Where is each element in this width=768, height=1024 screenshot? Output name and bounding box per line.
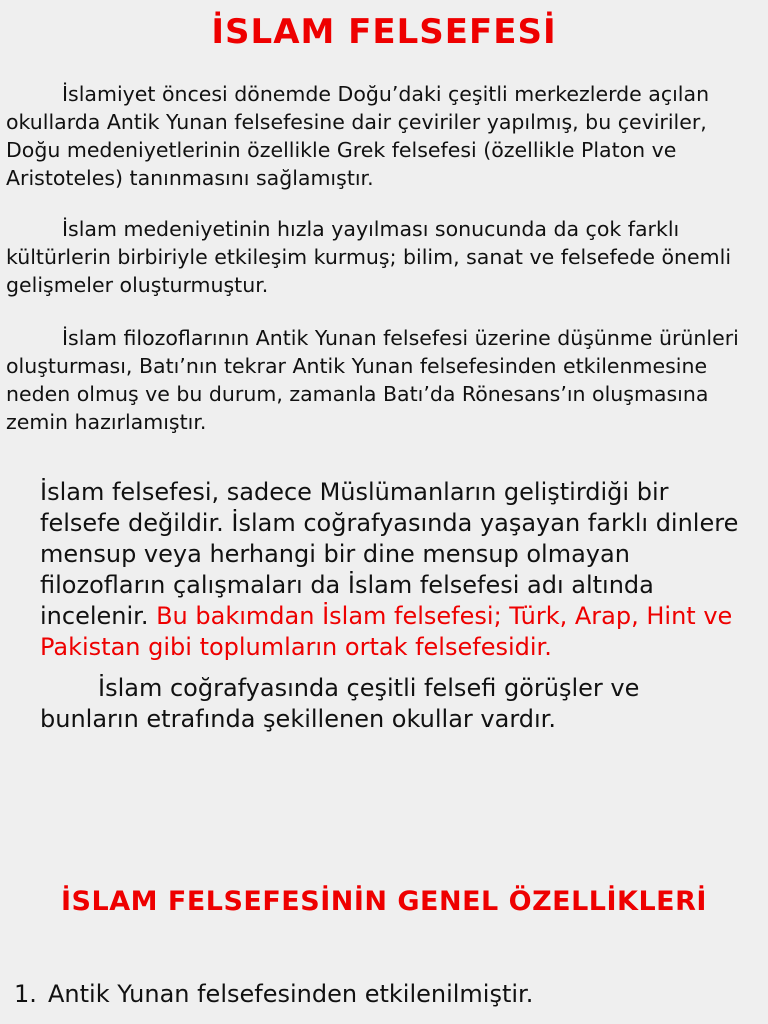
highlight-paragraph-text: İslam felsefesi, sadece Müslümanların geliştirdiği bir felsefe değildir. İslam coğrafyasında yaşayan farklı dinlere mensup veya herhangi bir dine mensup olmayan filozofların çalışmaları da İslam felsefesi adı altında incelenir.: [40, 478, 739, 630]
features-list: [14, 978, 533, 1010]
paragraph-2: [6, 215, 756, 299]
closing-paragraph: [40, 673, 740, 735]
paragraph-2-text: İslam medeniyetinin hızla yayılması sonucunda da çok farklı kültürlerin birbiriyle etkileşim kurmuş; bilim, sanat ve felsefede önemli gelişmeler oluşturmuştur.: [6, 217, 732, 297]
highlight-paragraph: [40, 477, 740, 663]
highlight-paragraph-red-text: Bu bakımdan İslam felsefesi; Türk, Arap, Hint ve Pakistan gibi toplumların ortak felsefesidir.: [40, 602, 733, 661]
list-item-number: 1.: [14, 980, 37, 1008]
list-item-text: Antik Yunan felsefesinden etkilenilmiştir.: [48, 980, 534, 1008]
paragraph-3-text: İslam filozoflarının Antik Yunan felsefesi üzerine düşünme ürünleri oluşturması, Batı’nın tekrar Antik Yunan felsefesinden etkilenmesine neden olmuş ve bu durum, zamanla Batı’da Rönesans’ın oluşmasına zemin hazırlamıştır.: [6, 326, 739, 434]
page-title: İSLAM FELSEFESİ: [211, 12, 557, 52]
list-item: [14, 978, 533, 1010]
paragraph-1-text: İslamiyet öncesi dönemde Doğu’daki çeşitli merkezlerde açılan okullarda Antik Yunan felsefesine dair çeviriler yapılmış, bu çeviriler, Doğu medeniyetlerinin özellikle Grek felsefesi (özellikle Platon ve Aristoteles) tanınmasını sağlamıştır.: [6, 82, 710, 190]
closing-paragraph-text: İslam coğrafyasında çeşitli felsefi görüşler ve bunların etrafında şekillenen okullar vardır.: [40, 674, 640, 733]
section-title: İSLAM FELSEFESİNİN GENEL ÖZELLİKLERİ: [61, 886, 707, 917]
paragraph-1: [6, 80, 756, 192]
paragraph-3: [6, 324, 756, 436]
